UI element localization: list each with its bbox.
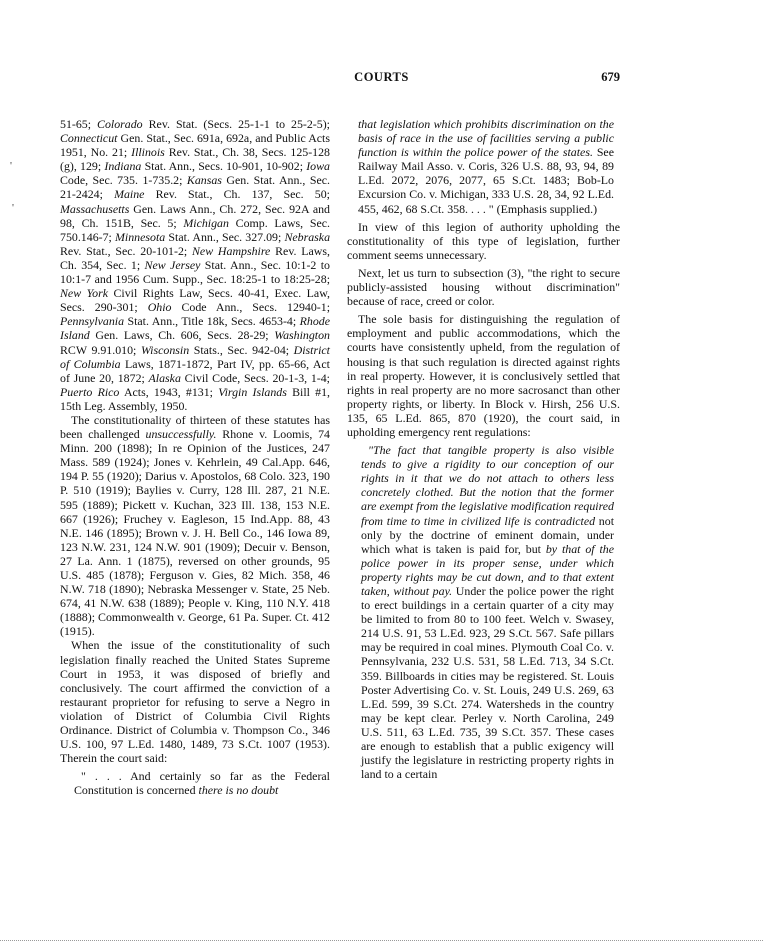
text-run: The constitutionality of thirteen of these statutes has been challenged [60, 412, 330, 442]
state-name: Nebraska [284, 229, 331, 244]
state-name: Pennsylvania [60, 314, 125, 329]
state-name: New York [60, 286, 108, 301]
case-citations-paragraph [60, 413, 330, 639]
state-name: Michigan [183, 215, 229, 230]
state-name: Maine [114, 187, 145, 202]
court-quote [60, 769, 330, 797]
state-name: Iowa [306, 159, 330, 174]
state-name: Rhode Island [60, 314, 330, 343]
state-name: New Jersey [144, 257, 201, 272]
text-run: 51-65; [60, 117, 98, 131]
statute-list-paragraph [60, 117, 330, 413]
text-run: Gen. Stat. Ann., Sec. 21-2424; [60, 173, 330, 202]
text-run: Rev. Stat. (Secs. 25-1-1 to 25-2-5); [142, 117, 330, 131]
text-run: Rev. Stat., Sec. 20-101-2; [60, 243, 192, 258]
state-name: Kansas [186, 173, 222, 188]
block-v-hirsh-quote [347, 443, 620, 781]
state-name: New Hampshire [191, 243, 271, 258]
text-run: See Railway Mail Asso. v. Coris, 326 U.S. 88, 93, 94, 89 L.Ed. 2072, 2076, 2077, 65 S.Ct. 1483; Bob-Lo Excursion Co. v. Michigan, 333 U.S. 28, 34, 92 L.Ed. 455, 462, 68 S.Ct. 358. . . . " (Emphasis supplied.) [358, 145, 614, 216]
right-column [347, 117, 620, 781]
state-name: Illinois [131, 145, 165, 160]
text-run: Civil Code, Secs. 20-1-3, 1-4; [180, 370, 330, 385]
state-name: District of Columbia [60, 342, 330, 371]
text-run: Rev. Laws, Ch. 354, Sec. 1; [60, 243, 330, 272]
text-run: Stats., Sec. 942-04; [189, 342, 294, 357]
text-run: Gen. Stat., Sec. 691a, 692a, and Public Acts 1951, No. 21; [60, 131, 330, 160]
text-run: RCW 9.91.010; [60, 342, 141, 357]
emphasis: that legislation which prohibits discrimination on the basis of race in the use of facilities serving a public function is within the police power of the states. [358, 117, 614, 160]
state-name: Virgin Islands [218, 384, 287, 399]
state-name: Indiana [104, 159, 142, 174]
text-run: Stat. Ann., Sec. 327.09; [165, 229, 285, 244]
state-name: Washington [274, 328, 330, 343]
state-name: Minnesota [115, 229, 166, 244]
supreme-court-paragraph: When the issue of the constitutionality of such legislation finally reached the United States Supreme Court in 1953, it was disposed of briefly and conclusively. The court affirmed the conviction of a restaurant proprietor for refusing to serve a Negro in violation of District of Columbia Civil Rights Ordinance. District of Columbia v. Thompson Co., 346 U.S. 100, 97 L.Ed. 1480, 1489, 73 S.Ct. 1007 (1953). Therein the court said: [60, 638, 330, 766]
text-run: Gen. Laws, Ch. 606, Secs. 28-29; [89, 328, 275, 343]
text-run: Acts, 1943, #131; [119, 384, 219, 399]
state-name: Ohio [147, 300, 172, 315]
text-run: Rev. Stat., Ch. 137, Sec. 50; [144, 187, 330, 202]
text-run: Under the police power the right to erect buildings in a certain quarter of a city may be limited to from 80 to 100 feet. Welch v. Swasey, 214 U.S. 91, 53 L.Ed. 923, 29 S.Ct. 567. Safe pillars may be required in coal mines. Plymouth Coal Co. v. Pennsylvania, 232 U.S. 531, 58 L.Ed. 713, 34 S.Ct. 359. Billboards in cities may be registered. St. Louis Poster Advertising Co. v. St. Louis, 249 U.S. 269, 63 L.Ed. 599, 39 S.Ct. 274. Watersheds in the country may be kept clear. Perley v. North Carolina, 249 U.S. 511, 63 L.Ed. 735, 39 S.Ct. 357. These cases are enough to establish that a public exigency will justify the legislature in restricting property rights in land to a certain [361, 584, 614, 782]
state-name: Connecticut [60, 131, 118, 146]
emphasis: there is no doubt [198, 783, 279, 798]
left-column [60, 117, 330, 798]
margin-mark: ' [12, 202, 14, 214]
housing-paragraph: The sole basis for distinguishing the regulation of employment and public accommodations, which the courts have consistently upheld, from the regulation of housing is that such regulation is directed against rights in real property. However, it is conclusively settled that rights in real property are no more sacrosanct than other property rights, or liberty. In Block v. Hirsh, 256 U.S. 135, 65 L.Ed. 865, 870 (1920), the court said, in upholding emergency rent regulations: [347, 312, 620, 439]
text-run: Bill #1, 15th Leg. Assembly, 1950. [60, 384, 331, 413]
text-run: Code, Sec. 735. 1-735.2; [60, 173, 187, 188]
text-run: Laws, 1871-1872, Part IV, pp. 65-66, Act of June 20, 1872; [60, 356, 330, 385]
text-run: Stat. Ann., Title 18k, Secs. 4653-4; [124, 314, 300, 329]
scan-edge-line [0, 940, 763, 942]
emphasis: unsuccessfully. [145, 427, 217, 442]
text-run: Code Ann., Secs. 12940-1; [171, 300, 330, 315]
state-name: Massachusetts [60, 201, 130, 216]
subsection-paragraph: Next, let us turn to subsection (3), "the right to secure publicly-assisted housing without discrimination" because of race, creed or color. [347, 265, 620, 309]
state-name: Alaska [148, 370, 181, 385]
text-run: Rev. Stat., Ch. 38, Secs. 125-128 (g), 129; [60, 145, 331, 174]
text-run: Stat. Ann., Secs. 10-901, 10-902; [141, 159, 307, 174]
running-head [0, 64, 763, 86]
margin-mark: ' [10, 160, 12, 172]
legion-paragraph: In view of this legion of authority upholding the constitutionality of this type of legislation, further comment seems unnecessary. [347, 219, 620, 262]
state-name: Colorado [97, 117, 143, 131]
state-name: Puerto Rico [60, 384, 120, 399]
text-run: not only by the doctrine of eminent domain, under which what is taken is paid for, but [361, 513, 614, 556]
emphasis: by that of the police power in its proper sense, under which property rights may be cut down, and to that extent taken, without pay. [361, 541, 614, 598]
text-run: Rhone v. Loomis, 74 Minn. 200 (1898); In re Opinion of the Justices, 247 Mass. 589 (1924); Jones v. Kehrlein, 49 Cal.App. 646, 194 P. 55 (1920); Darius v. Apostolos, 68 Colo. 323, 190 P. 510 (1919); Baylies v. Curry, 128 Ill. 287, 21 N.E. 595 (1889); Pickett v. Kuchan, 323 Ill. 138, 153 N.E. 667 (1926); Fruchey v. Eagleson, 15 Ind.App. 88, 43 N.E. 146 (1895); Brown v. J. H. Bell Co., 146 Iowa 89, 123 N.W. 231, 124 N.W. 901 (1909); Decuir v. Benson, 27 La. Ann. 1 (1875), reversed on other grounds, 95 U.S. 485 (1878); Ferguson v. Gies, 82 Mich. 358, 46 N.W. 718 (1890); Nebraska Messenger v. State, 25 Neb. 674, 41 N.W. 638 (1889); People v. King, 110 N.Y. 418 (1888); Commonwealth v. George, 61 Pa. Super. Ct. 412 (1915). [60, 427, 331, 639]
text-run: Gen. Laws Ann., Ch. 272, Sec. 92A and 98, Ch. 151B, Sec. 5; [60, 201, 330, 230]
state-name: Wisconsin [140, 342, 190, 357]
text-run: Stat. Ann., Sec. 10:1-2 to 10:1-7 and 1956 Cum. Supp., Sec. 18:25-1 to 18:25-28; [60, 257, 330, 287]
text-run: Civil Rights Law, Secs. 40-41, Exec. Law, Secs. 290-301; [60, 286, 330, 315]
text-run: " . . . And certainly so far as the Federal Constitution is concerned [74, 769, 330, 798]
emphasis: "The fact that tangible property is also visible tends to give a rigidity to our conception of our rights in it that we do not attach to others less concretely clothed. But the notion that the former are exempt from the legislative modification required from time to time in civilized life is contradicted [361, 443, 614, 528]
court-quote-continued [347, 117, 620, 216]
running-title: COURTS [354, 70, 409, 84]
page-number: 679 [601, 70, 620, 84]
text-run: Comp. Laws, Sec. 750.146-7; [60, 215, 330, 244]
